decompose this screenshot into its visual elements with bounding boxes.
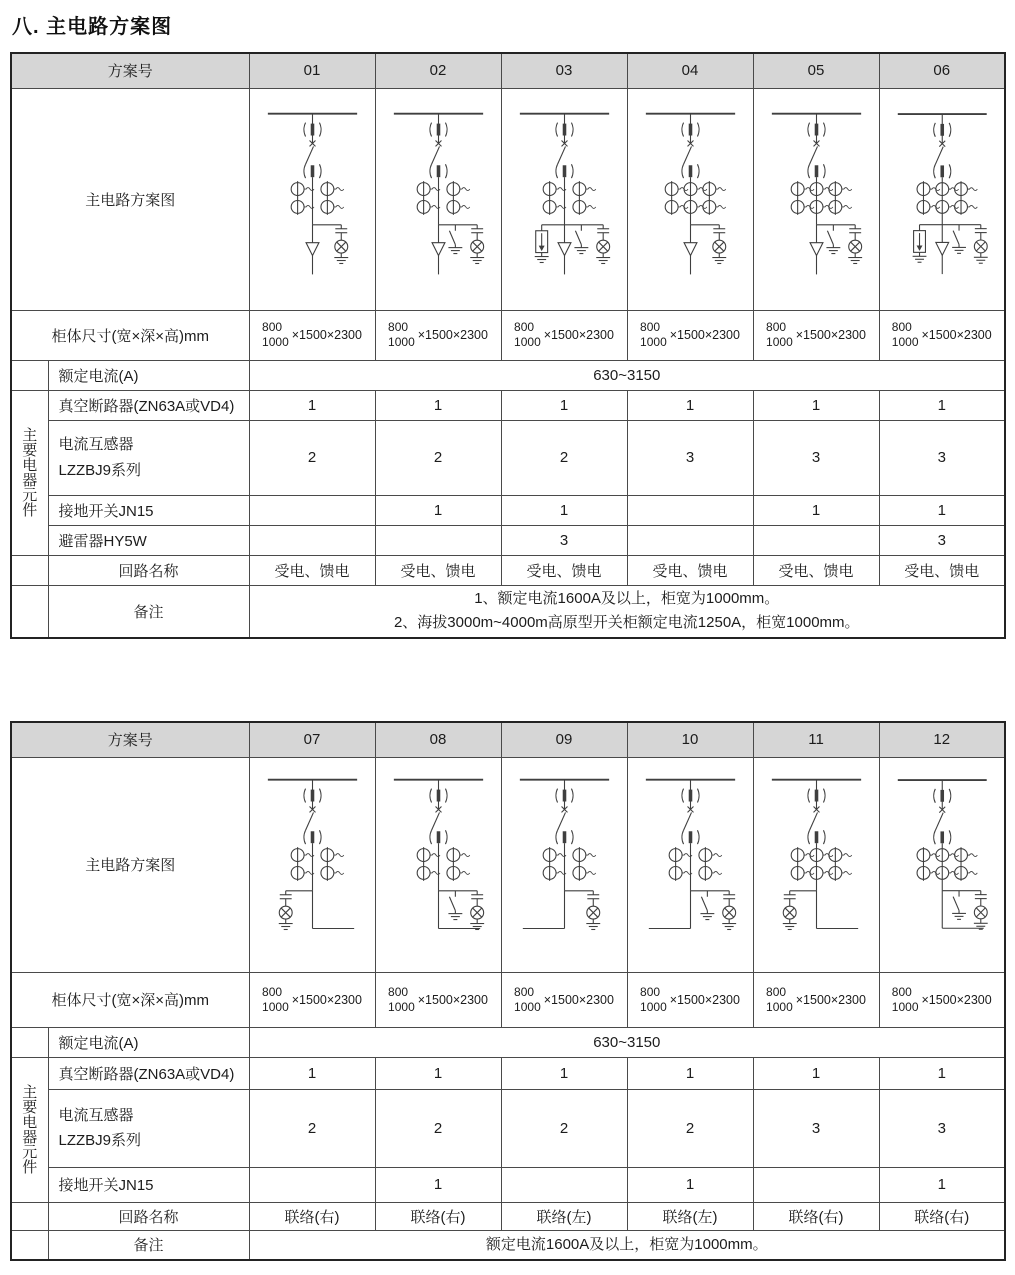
circuit-name: 受电、馈电 [879,555,1005,585]
width-options [514,985,541,1015]
width-1000: 1000 [388,999,415,1014]
depth-height: ×1500×2300 [291,328,362,342]
ct-label-line2: LZZBJ9系列 [58,1132,142,1149]
current_transformer-count: 3 [753,420,879,495]
breaker-count: 1 [375,1057,501,1089]
breaker-count: 1 [501,1057,627,1089]
circuit-diagram [754,99,879,299]
components-group-char: 要 [22,441,38,459]
width-800: 800 [388,320,409,334]
arrester-row [11,525,1005,555]
cabinet-size [628,320,753,350]
width-options [766,320,793,350]
circuit-diagram [502,765,627,965]
one-line-diagram-01 [250,99,375,299]
cabinet-size [250,985,375,1015]
width-800: 800 [514,320,535,334]
width-options [640,985,667,1015]
current_transformer-row [11,1089,1005,1167]
rated-current-row [11,1027,1005,1057]
rated-current-label: 额定电流(A) [48,1027,249,1057]
scheme-table-schemes-01-06 [10,52,1006,639]
scheme-tables-container [10,52,1005,1261]
ct-label-line1: 电流互感器 [58,1106,134,1124]
earth_switch-count [249,1167,375,1202]
scheme-table-schemes-07-12 [10,721,1006,1261]
breaker-count: 1 [879,390,1005,420]
cabinet-size [754,320,879,350]
page-title: 八. 主电路方案图 [12,16,173,38]
cabinet-size-row [11,972,1005,1027]
strip-spacer [11,1230,48,1260]
scheme-no-label: 方案号 [11,722,249,757]
scheme-number: 12 [879,722,1005,757]
remark-line: 2、海拔3000m~4000m高原型开关柜额定电流1250A，柜宽1000mm。 [393,614,860,632]
arrester-count [627,525,753,555]
one-line-diagram-05 [754,99,879,299]
circuit-diagram-cell [753,757,879,972]
cabinet-size-value [753,310,879,360]
diagram-label: 主电路方案图 [11,757,249,972]
earth_switch-count: 1 [501,495,627,525]
circuit-diagram-cell [879,757,1005,972]
breaker-count: 1 [753,1057,879,1089]
breaker-label: 真空断路器(ZN63A或VD4) [48,390,249,420]
scheme-number: 05 [753,53,879,88]
components-group-vertical [12,1085,48,1175]
earth-switch-label: 接地开关JN15 [48,495,249,525]
circuit-diagram-cell [249,88,375,310]
earth_switch-count [627,495,753,525]
width-options [514,320,541,350]
components-group-char: 电 [22,1113,38,1131]
scheme-number: 04 [627,53,753,88]
cabinet-size-value [879,972,1005,1027]
rated-current-label: 额定电流(A) [48,360,249,390]
arrester-count [753,525,879,555]
width-800: 800 [766,984,787,999]
breaker-count: 1 [249,1057,375,1089]
components-group-char: 元 [22,1143,38,1161]
cabinet-size-value [627,972,753,1027]
breaker-row [11,1057,1005,1089]
diagram-label: 主电路方案图 [11,88,249,310]
breaker-count: 1 [627,1057,753,1089]
width-1000: 1000 [262,335,289,349]
width-options [262,320,289,350]
scheme-number: 07 [249,722,375,757]
earth_switch-row [11,1167,1005,1202]
remark-text [249,1230,1005,1260]
circuit-diagram-cell [753,88,879,310]
width-800: 800 [891,320,912,334]
circuit-name: 受电、馈电 [627,555,753,585]
circuit-name: 受电、馈电 [375,555,501,585]
width-800: 800 [262,984,283,999]
width-1000: 1000 [766,335,793,349]
circuit-name: 联络(右) [375,1202,501,1230]
circuit-diagram-cell [501,757,627,972]
components-group-char: 器 [22,471,38,489]
one-line-diagram-06 [880,99,1005,299]
circuit-diagram [376,99,501,299]
current_transformer-row [11,420,1005,495]
cabinet-size [502,320,627,350]
arrester-count [249,525,375,555]
breaker-count: 1 [753,390,879,420]
current_transformer-count: 3 [879,1089,1005,1167]
components-group-char: 元 [22,486,38,504]
cabinet-size-label: 柜体尺寸(宽×深×高)mm [11,310,249,360]
cabinet-size [880,320,1005,350]
width-800: 800 [514,984,535,999]
remark-line: 1、额定电流1600A及以上，柜宽为1000mm。 [474,590,780,608]
width-options [892,320,919,350]
circuit-name: 联络(左) [501,1202,627,1230]
circuit-name: 受电、馈电 [501,555,627,585]
circuit-diagram [376,765,501,965]
components-group-label [11,390,48,555]
current_transformer-count: 2 [249,1089,375,1167]
diagram-row [11,88,1005,310]
circuit-diagram-cell [879,88,1005,310]
width-800: 800 [388,984,409,999]
one-line-diagram-03 [502,99,627,299]
scheme-no-label: 方案号 [11,53,249,88]
earth_switch-count: 1 [879,1167,1005,1202]
depth-height: ×1500×2300 [543,992,614,1007]
depth-height: ×1500×2300 [417,992,488,1007]
one-line-diagram-04 [628,99,753,299]
width-options [640,320,667,350]
breaker-count: 1 [375,390,501,420]
rated-current-value: 630~3150 [249,360,1005,390]
cabinet-size-value [879,310,1005,360]
circuit-diagram [250,99,375,299]
cabinet-size [880,985,1005,1015]
circuit-name: 受电、馈电 [249,555,375,585]
cabinet-size-value [249,310,375,360]
earth_switch-count: 1 [627,1167,753,1202]
cabinet-size-value [375,310,501,360]
cabinet-size-value [249,972,375,1027]
current_transformer-count: 2 [501,1089,627,1167]
circuit-name: 联络(右) [249,1202,375,1230]
width-800: 800 [262,320,283,334]
cabinet-size [376,320,501,350]
earth-switch-label: 接地开关JN15 [48,1167,249,1202]
components-group-char: 主 [22,1083,38,1101]
arrester-count [375,525,501,555]
cabinet-size [628,985,753,1015]
remark-text [249,585,1005,638]
current_transformer-count: 3 [627,420,753,495]
scheme-number: 11 [753,722,879,757]
remark-label: 备注 [48,585,249,638]
cabinet-size [250,320,375,350]
width-options [262,985,289,1015]
current_transformer-count: 2 [627,1089,753,1167]
width-1000: 1000 [640,999,667,1014]
circuit-name-label: 回路名称 [48,1202,249,1230]
remark-row [11,1230,1005,1260]
cabinet-size [376,985,501,1015]
cabinet-size [754,985,879,1015]
circuit-diagram [628,99,753,299]
current_transformer-count: 2 [501,420,627,495]
width-1000: 1000 [514,999,541,1014]
depth-height: ×1500×2300 [417,328,488,342]
one-line-diagram-09 [502,765,627,965]
scheme-number: 08 [375,722,501,757]
circuit-name: 联络(右) [753,1202,879,1230]
components-group-char: 主 [22,426,38,444]
width-options [892,985,919,1015]
components-group-char: 件 [22,501,38,519]
current_transformer-count: 2 [375,1089,501,1167]
width-options [388,985,415,1015]
breaker-count: 1 [627,390,753,420]
depth-height: ×1500×2300 [795,328,866,342]
circuit-diagram [502,99,627,299]
remark-line: 额定电流1600A及以上，柜宽为1000mm。 [485,1235,768,1253]
width-1000: 1000 [388,335,415,349]
components-group-char: 电 [22,456,38,474]
breaker-count: 1 [879,1057,1005,1089]
scheme-number: 10 [627,722,753,757]
remark-row [11,585,1005,638]
width-1000: 1000 [891,335,919,349]
ct-label [48,420,249,495]
circuit-diagram [880,99,1005,299]
strip-spacer [11,360,48,390]
one-line-diagram-08 [376,765,501,965]
cabinet-size-value [501,972,627,1027]
arrester-count: 3 [879,525,1005,555]
circuit-diagram-cell [249,757,375,972]
earth_switch-count [249,495,375,525]
width-800: 800 [640,984,661,999]
circuit-diagram-cell [375,757,501,972]
arrester-count: 3 [501,525,627,555]
cabinet-size-value [375,972,501,1027]
depth-height: ×1500×2300 [543,328,614,342]
depth-height: ×1500×2300 [921,992,992,1007]
circuit-diagram [250,765,375,965]
cabinet-size-label: 柜体尺寸(宽×深×高)mm [11,972,249,1027]
current_transformer-count: 2 [375,420,501,495]
depth-height: ×1500×2300 [921,328,992,342]
width-1000: 1000 [891,999,919,1014]
cabinet-size-value [753,972,879,1027]
rated-current-row [11,360,1005,390]
depth-height: ×1500×2300 [795,992,866,1007]
circuit-diagram-cell [501,88,627,310]
ct-label [48,1089,249,1167]
depth-height: ×1500×2300 [291,992,362,1007]
earth_switch-count [753,1167,879,1202]
cabinet-size [502,985,627,1015]
components-group-label [11,1057,48,1202]
components-group-char: 要 [22,1098,38,1116]
ct-label-line1: 电流互感器 [58,436,134,453]
cabinet-size-row [11,310,1005,360]
breaker-count: 1 [249,390,375,420]
circuit-name: 联络(右) [879,1202,1005,1230]
depth-height: ×1500×2300 [669,328,740,342]
arrester-label: 避雷器HY5W [48,525,249,555]
components-group-char: 件 [22,1158,38,1176]
scheme-number: 02 [375,53,501,88]
one-line-diagram-12 [880,765,1005,965]
width-1000: 1000 [640,335,667,349]
diagram-row [11,757,1005,972]
earth_switch-count [501,1167,627,1202]
scheme-number: 01 [249,53,375,88]
earth_switch-count: 1 [753,495,879,525]
width-1000: 1000 [262,999,289,1014]
components-group-vertical [12,428,48,518]
remark-label: 备注 [48,1230,249,1260]
current_transformer-count: 3 [753,1089,879,1167]
earth_switch-count: 1 [879,495,1005,525]
earth_switch-count: 1 [375,495,501,525]
circuit-diagram [880,765,1005,965]
scheme-number-row [11,53,1005,88]
circuit-diagram [628,765,753,965]
depth-height: ×1500×2300 [669,992,740,1007]
strip-spacer [11,1027,48,1057]
strip-spacer [11,555,48,585]
circuit-name-row [11,1202,1005,1230]
one-line-diagram-02 [376,99,501,299]
circuit-diagram-cell [375,88,501,310]
one-line-diagram-11 [754,765,879,965]
width-800: 800 [640,320,661,334]
earth_switch-count: 1 [375,1167,501,1202]
one-line-diagram-07 [250,765,375,965]
circuit-name-label: 回路名称 [48,555,249,585]
width-800: 800 [891,984,912,999]
circuit-name-row [11,555,1005,585]
scheme-number: 09 [501,722,627,757]
breaker-row [11,390,1005,420]
strip-spacer [11,1202,48,1230]
scheme-number: 06 [879,53,1005,88]
circuit-diagram-cell [627,88,753,310]
cabinet-size-value [501,310,627,360]
width-1000: 1000 [514,335,541,349]
width-options [766,985,793,1015]
strip-spacer [11,585,48,638]
rated-current-value: 630~3150 [249,1027,1005,1057]
ct-label-line2: LZZBJ9系列 [58,461,142,479]
current_transformer-count: 2 [249,420,375,495]
scheme-number-row [11,722,1005,757]
breaker-count: 1 [501,390,627,420]
breaker-label: 真空断路器(ZN63A或VD4) [48,1057,249,1089]
scheme-number: 03 [501,53,627,88]
current_transformer-count: 3 [879,420,1005,495]
cabinet-size-value [627,310,753,360]
components-group-char: 器 [22,1128,38,1146]
circuit-name: 联络(左) [627,1202,753,1230]
width-800: 800 [766,320,787,334]
circuit-diagram [754,765,879,965]
circuit-diagram-cell [627,757,753,972]
width-1000: 1000 [766,999,793,1014]
width-options [388,320,415,350]
one-line-diagram-10 [628,765,753,965]
circuit-name: 受电、馈电 [753,555,879,585]
earth_switch-row [11,495,1005,525]
